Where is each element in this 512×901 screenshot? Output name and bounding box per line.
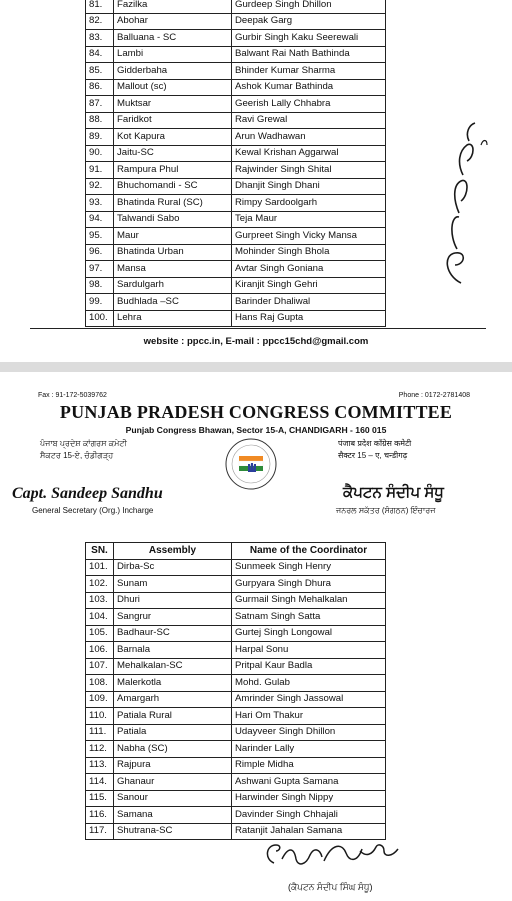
table-row — [86, 112, 386, 129]
table-row — [86, 13, 386, 30]
cell-assembly: Ghanaur — [114, 774, 232, 791]
cell-assembly: Barnala — [114, 642, 232, 659]
cell-sn: 109. — [86, 691, 114, 708]
cell-assembly: Lambi — [114, 46, 232, 63]
cell-sn: 114. — [86, 774, 114, 791]
cell-sn: 96. — [86, 244, 114, 261]
cell-sn: 101. — [86, 559, 114, 576]
cell-coordinator: Balwant Rai Nath Bathinda — [232, 46, 386, 63]
cell-assembly: Mallout (sc) — [114, 79, 232, 96]
hindi-org-name: पंजाब प्रदेश कॉंग्रेस कमेटी — [338, 439, 412, 448]
table-row — [86, 79, 386, 96]
cell-assembly: Bhatinda Urban — [114, 244, 232, 261]
cell-sn: 102. — [86, 576, 114, 593]
header-coordinator: Name of the Coordinator — [232, 543, 386, 560]
cell-coordinator: Deepak Garg — [232, 13, 386, 30]
cell-coordinator: Gurdeep Singh Dhillon — [232, 0, 386, 13]
secretary-name-punjabi: ਕੈਪਟਨ ਸੰਦੀਪ ਸੰਧੂ — [343, 484, 444, 501]
cell-assembly: Fazilka — [114, 0, 232, 13]
cell-coordinator: Gurmail Singh Mehalkalan — [232, 592, 386, 609]
fax-number: Fax : 91-172-5039762 — [38, 392, 107, 399]
punjabi-org-name: ਪੰਜਾਬ ਪ੍ਰਦੇਸ਼ ਕਾਂਗਰਸ ਕਮੇਟੀ — [40, 439, 127, 448]
cell-sn: 89. — [86, 129, 114, 146]
table-row — [86, 592, 386, 609]
cell-assembly: Lehra — [114, 310, 232, 327]
cell-assembly: Sunam — [114, 576, 232, 593]
cell-assembly: Shutrana-SC — [114, 823, 232, 840]
cell-coordinator: Rajwinder Singh Shital — [232, 162, 386, 179]
table-row — [86, 609, 386, 626]
cell-coordinator: Kiranjit Singh Gehri — [232, 277, 386, 294]
cell-assembly: Abohar — [114, 13, 232, 30]
cell-assembly: Dirba-Sc — [114, 559, 232, 576]
coordinator-table-body — [86, 0, 386, 327]
cell-coordinator: Amrinder Singh Jassowal — [232, 691, 386, 708]
cell-sn: 98. — [86, 277, 114, 294]
letterhead-title: PUNJAB PRADESH CONGRESS COMMITTEE — [59, 402, 453, 422]
table-row — [86, 261, 386, 278]
cell-coordinator: Gurbir Singh Kaku Seerewali — [232, 30, 386, 47]
cell-coordinator: Avtar Singh Goniana — [232, 261, 386, 278]
coordinator-table-page-2 — [85, 542, 386, 840]
cell-assembly: Malerkotla — [114, 675, 232, 692]
cell-sn: 111. — [86, 724, 114, 741]
cell-assembly: Sardulgarh — [114, 277, 232, 294]
cell-sn: 117. — [86, 823, 114, 840]
table-row — [86, 0, 386, 13]
table-row — [86, 708, 386, 725]
cell-sn: 81. — [86, 0, 114, 13]
cell-assembly: Budhlada –SC — [114, 294, 232, 311]
cell-coordinator: Satnam Singh Satta — [232, 609, 386, 626]
cell-assembly: Sanour — [114, 790, 232, 807]
cell-sn: 85. — [86, 63, 114, 80]
secretary-designation: General Secretary (Org.) Incharge — [32, 506, 154, 515]
cell-assembly: Amargarh — [114, 691, 232, 708]
cell-sn: 95. — [86, 228, 114, 245]
congress-logo-icon — [224, 437, 278, 491]
cell-sn: 82. — [86, 13, 114, 30]
cell-coordinator: Ashwani Gupta Samana — [232, 774, 386, 791]
table-row — [86, 559, 386, 576]
cell-coordinator: Ratanjit Jahalan Samana — [232, 823, 386, 840]
cell-assembly: Rajpura — [114, 757, 232, 774]
table-row — [86, 576, 386, 593]
cell-sn: 110. — [86, 708, 114, 725]
table-header-row — [86, 543, 386, 560]
cell-coordinator: Pritpal Kaur Badla — [232, 658, 386, 675]
secretary-name: Capt. Sandeep Sandhu — [12, 485, 163, 502]
cell-assembly: Bhuchomandi - SC — [114, 178, 232, 195]
table-row — [86, 294, 386, 311]
cell-sn: 92. — [86, 178, 114, 195]
secretary-designation-punjabi: ਜਨਰਲ ਸਕੱਤਰ (ਸੰਗਠਨ) ਇੰਚਾਰਜ — [336, 506, 436, 515]
table-row — [86, 211, 386, 228]
cell-coordinator: Udayveer Singh Dhillon — [232, 724, 386, 741]
table-row — [86, 774, 386, 791]
table-row — [86, 724, 386, 741]
cell-coordinator: Arun Wadhawan — [232, 129, 386, 146]
table-row — [86, 658, 386, 675]
signature-icon — [425, 115, 495, 290]
coordinator-table-body — [86, 559, 386, 840]
cell-coordinator: Harpal Sonu — [232, 642, 386, 659]
table-row — [86, 145, 386, 162]
website-footer: website : ppcc.in, E-mail : ppcc15chd@gmail.com — [143, 336, 369, 347]
cell-sn: 94. — [86, 211, 114, 228]
cell-sn: 93. — [86, 195, 114, 212]
cell-coordinator: Sunmeek Singh Henry — [232, 559, 386, 576]
cell-coordinator: Davinder Singh Chhajali — [232, 807, 386, 824]
cell-coordinator: Ravi Grewal — [232, 112, 386, 129]
table-row — [86, 162, 386, 179]
cell-sn: 87. — [86, 96, 114, 113]
cell-sn: 83. — [86, 30, 114, 47]
table-row — [86, 46, 386, 63]
letterhead-hindi — [338, 438, 411, 462]
hindi-org-address: सैक्टर 15 – ए, चन्डीगढ़ — [338, 451, 408, 460]
cell-coordinator: Hari Om Thakur — [232, 708, 386, 725]
cell-coordinator: Gurpreet Singh Vicky Mansa — [232, 228, 386, 245]
cell-coordinator: Gurtej Singh Longowal — [232, 625, 386, 642]
table-row — [86, 30, 386, 47]
table-row — [86, 807, 386, 824]
letterhead-address: Punjab Congress Bhawan, Sector 15-A, CHANDIGARH - 160 015 — [125, 425, 387, 435]
cell-coordinator: Harwinder Singh Nippy — [232, 790, 386, 807]
cell-coordinator: Kewal Krishan Aggarwal — [232, 145, 386, 162]
cell-sn: 104. — [86, 609, 114, 626]
table-row — [86, 244, 386, 261]
cell-assembly: Maur — [114, 228, 232, 245]
table-row — [86, 642, 386, 659]
cell-coordinator: Barinder Dhaliwal — [232, 294, 386, 311]
cell-sn: 113. — [86, 757, 114, 774]
phone-number: Phone : 0172-2781408 — [398, 392, 470, 399]
cell-assembly: Kot Kapura — [114, 129, 232, 146]
cell-coordinator: Bhinder Kumar Sharma — [232, 63, 386, 80]
page-divider — [0, 362, 512, 372]
cell-sn: 90. — [86, 145, 114, 162]
cell-sn: 99. — [86, 294, 114, 311]
cell-sn: 108. — [86, 675, 114, 692]
cell-coordinator: Hans Raj Gupta — [232, 310, 386, 327]
cell-coordinator: Geerish Lally Chhabra — [232, 96, 386, 113]
cell-assembly: Rampura Phul — [114, 162, 232, 179]
cell-assembly: Talwandi Sabo — [114, 211, 232, 228]
cell-assembly: Sangrur — [114, 609, 232, 626]
cell-coordinator: Teja Maur — [232, 211, 386, 228]
table-row — [86, 625, 386, 642]
signature-icon — [260, 837, 410, 873]
footer-rule — [30, 328, 486, 329]
cell-assembly: Dhuri — [114, 592, 232, 609]
document-page-1 — [0, 0, 512, 362]
table-row — [86, 675, 386, 692]
cell-coordinator: Dhanjit Singh Dhani — [232, 178, 386, 195]
header-sn: SN. — [86, 543, 114, 560]
table-row — [86, 741, 386, 758]
cell-sn: 86. — [86, 79, 114, 96]
cell-sn: 91. — [86, 162, 114, 179]
cell-assembly: Muktsar — [114, 96, 232, 113]
cell-sn: 107. — [86, 658, 114, 675]
cell-sn: 88. — [86, 112, 114, 129]
signature-caption: (ਕੈਪਟਨ ਸੰਦੀਪ ਸਿੰਘ ਸੰਧੂ) — [288, 882, 373, 892]
cell-sn: 106. — [86, 642, 114, 659]
cell-assembly: Badhaur-SC — [114, 625, 232, 642]
table-row — [86, 790, 386, 807]
cell-sn: 105. — [86, 625, 114, 642]
header-assembly: Assembly — [114, 543, 232, 560]
cell-assembly: Bhatinda Rural (SC) — [114, 195, 232, 212]
cell-assembly: Mehalkalan-SC — [114, 658, 232, 675]
cell-assembly: Gidderbaha — [114, 63, 232, 80]
table-row — [86, 228, 386, 245]
table-row — [86, 757, 386, 774]
cell-assembly: Patiala Rural — [114, 708, 232, 725]
coordinator-table-page-1 — [85, 0, 386, 327]
cell-coordinator: Mohd. Gulab — [232, 675, 386, 692]
cell-assembly: Jaitu-SC — [114, 145, 232, 162]
punjabi-org-address: ਸੈਕਟਰ 15-ਏ, ਚੰਡੀਗੜ੍ਹ — [40, 451, 114, 460]
table-row — [86, 195, 386, 212]
table-row — [86, 63, 386, 80]
cell-sn: 103. — [86, 592, 114, 609]
cell-sn: 116. — [86, 807, 114, 824]
cell-coordinator: Mohinder Singh Bhola — [232, 244, 386, 261]
cell-assembly: Patiala — [114, 724, 232, 741]
cell-sn: 112. — [86, 741, 114, 758]
table-row — [86, 178, 386, 195]
table-row — [86, 129, 386, 146]
table-row — [86, 310, 386, 327]
cell-sn: 97. — [86, 261, 114, 278]
cell-coordinator: Ashok Kumar Bathinda — [232, 79, 386, 96]
table-row — [86, 277, 386, 294]
cell-assembly: Faridkot — [114, 112, 232, 129]
cell-coordinator: Rimpy Sardoolgarh — [232, 195, 386, 212]
cell-assembly: Nabha (SC) — [114, 741, 232, 758]
cell-sn: 115. — [86, 790, 114, 807]
cell-sn: 84. — [86, 46, 114, 63]
document-page-2 — [0, 372, 512, 901]
cell-assembly: Balluana - SC — [114, 30, 232, 47]
cell-coordinator: Gurpyara Singh Dhura — [232, 576, 386, 593]
table-row — [86, 96, 386, 113]
table-row — [86, 691, 386, 708]
cell-assembly: Samana — [114, 807, 232, 824]
letterhead-punjabi — [40, 438, 127, 462]
cell-coordinator: Narinder Lally — [232, 741, 386, 758]
cell-coordinator: Rimple Midha — [232, 757, 386, 774]
cell-sn: 100. — [86, 310, 114, 327]
cell-assembly: Mansa — [114, 261, 232, 278]
